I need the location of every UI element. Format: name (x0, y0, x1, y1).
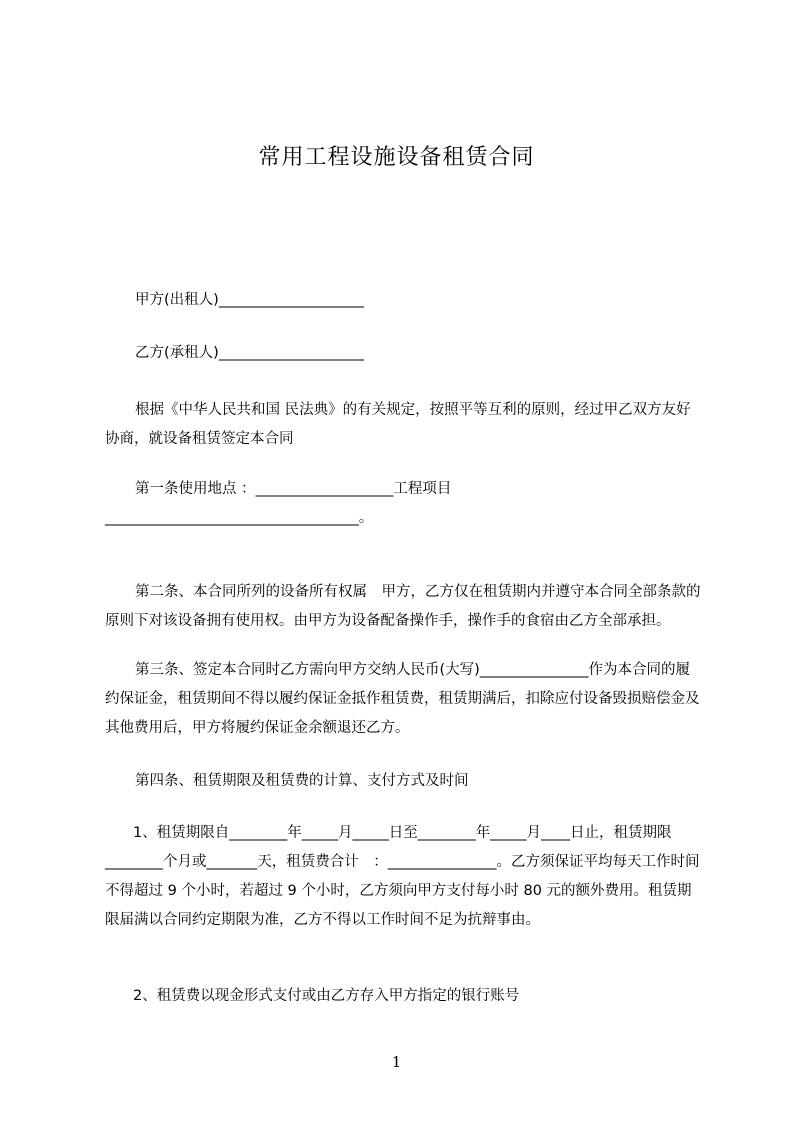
clause-4-2-paragraph: 2、租赁费以现金形式支付或由乙方存入甲方指定的银行账号 (133, 988, 520, 1004)
preamble-paragraph: 根据《中华人民共和国 民法典》的有关规定，按照平等互利的原则，经过甲乙双方友好协商，就设备租赁签定本合同 (105, 402, 691, 447)
party-a-line: 甲方(出租人)____________________ (135, 292, 364, 308)
page-title: 常用工程设施设备租赁合同 (258, 145, 535, 170)
page-number: 1 (391, 1053, 402, 1071)
article-2-paragraph: 第二条、本合同所列的设备所有权属 甲方，乙方仅在租赁期内并遵守本合同全部条款的原则下对该设备拥有使用权。由甲方为设备配备操作手，操作手的食宿由乙方全部承担。 (105, 584, 701, 629)
article-4-heading: 第四条、租赁期限及租赁费的计算、支付方式及时间 (135, 773, 469, 789)
article-1-paragraph: 第一条使用地点 ：___________________工程项目___________________________________。 (105, 481, 452, 526)
party-b-line: 乙方(承租人)____________________ (135, 345, 364, 361)
article-3-paragraph: 第三条、签定本合同时乙方需向甲方交纳人民币(大写)_______________作为本合同的履约保证金，租赁期间不得以履约保证金抵作租赁费，租赁期满后，扣除应付设备毁损赔偿金及其他费用后，甲方将履约保证金余额退还乙方。 (105, 662, 700, 736)
clause-4-1-paragraph: 1、租赁期限自________年_____月_____日至________年_____月____日止，租赁期限________个月或_______天，租赁费合计 ：_______________。乙方须保证平均每天工作时间不得超过 9 个小时，若超过 9 个小时，乙方须向甲方支付每小时 80 元的额外费用。租赁期限届满以合同约定期限为准，乙方不得以工作时间不足为抗辩事由。 (105, 825, 700, 928)
